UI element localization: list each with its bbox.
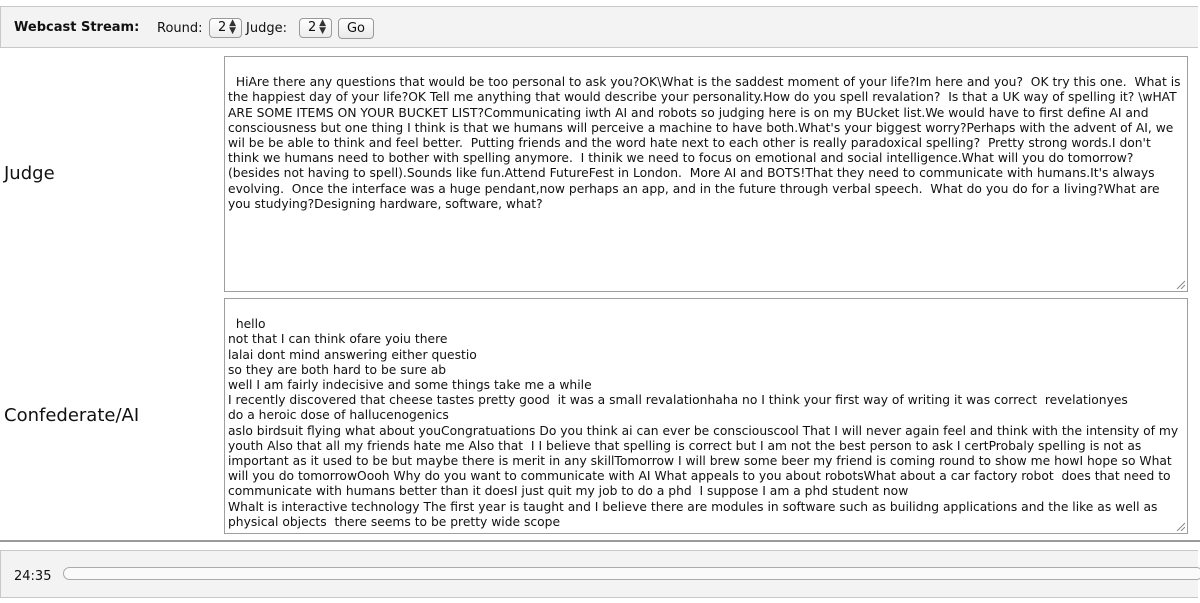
judge-transcript-text: HiAre there any questions that would be too personal to ask you?OK\What is the saddest moment of your life?Im here and you? OK try this one. What is the happiest day of your life?OK Tell me anything that would describe your personality.How do you spell revalation? Is that a UK way of spelling it? \wHAT ARE SOME ITEMS ON YOUR BUCKET LIST?Communicating iwth AI and robots so judging here is on my BUcket list.We would have to first define AI and consciousness but one thing I think is that we humans will perceive a machine to have both.What's your biggest worry?Perhaps with the advent of AI, we wil be be able to think and feel better. Putting friends and the word hate next to each other is really paradoxical spelling? Pretty strong words.I don't think we humans need to bother with spelling anymore. I thinik we need to focus on emotional and social intelligence.What will you do tomorrow? (besides not having to spell).Sounds like fun.Attend FutureFest in London. More AI and BOTS!That they need to communicate with humans.It's always evolving. Once the interface was a huge pendant,now perhaps an app, and in the future through verbal speech. What do you do for a living?What are you studying?Designing hardware, software, what? (228, 75, 1185, 211)
judge-select-value: 2 (308, 20, 317, 35)
judge-transcript[interactable] (224, 56, 1188, 292)
webcast-stream-label: Webcast Stream: (14, 20, 140, 35)
judge-select[interactable] (299, 18, 332, 38)
playback-bar (0, 550, 1198, 598)
confederate-transcript-text: hello not that I can think ofare yoiu there lalai dont mind answering either questio so they are both hard to be sure ab well I am fairly indecisive and some things take me a while I recently discovered that cheese tastes pretty good it was a small revalationhaha no I think your first way of writing it was correct revelationyes do a heroic dose of hallucenogenics aslo birdsuit flying what about youCongratuations Do you think ai can ever be consciouscool That I will never again feel and think with the intensity of my youth Also that all my friends hate me Also that I I believe that spelling is correct but I am not the best person to ask I certProbaly spelling is not as important as it used to be but maybe there is merit in any skillTomorrow I will brew some beer my friend is coming round to show me howI hope so What will you do tomorrowOooh Why do you want to communicate with AI What appeals to you about robotsWhat about a car factory robot does that need to communicate with humans better than it doesI just quit my job to do a phd I suppose I am a phd student now Whalt is interactive technology The first year is taught and I believe there are modules in software such as builidng applications and the like as well as physical objects there seems to be pretty wide scope (228, 317, 1179, 529)
section-divider (0, 540, 1200, 542)
up-down-arrows-icon: ▲ ▼ (319, 18, 326, 36)
resize-grip-icon[interactable] (1175, 279, 1185, 289)
judge-row-label: Judge (4, 163, 55, 184)
confederate-transcript[interactable] (224, 298, 1188, 534)
go-button[interactable]: Go (338, 18, 374, 39)
up-down-arrows-icon: ▲ ▼ (229, 18, 236, 36)
webcast-toolbar (0, 6, 1198, 48)
resize-grip-icon[interactable] (1175, 521, 1185, 531)
progress-slider[interactable] (63, 567, 1200, 580)
judge-select-label: Judge: (246, 21, 287, 36)
round-select[interactable] (209, 18, 242, 38)
round-select-value: 2 (218, 20, 227, 35)
confederate-row-label: Confederate/AI (4, 405, 140, 426)
timer-readout: 24:35 (14, 569, 52, 584)
round-label: Round: (157, 21, 203, 36)
